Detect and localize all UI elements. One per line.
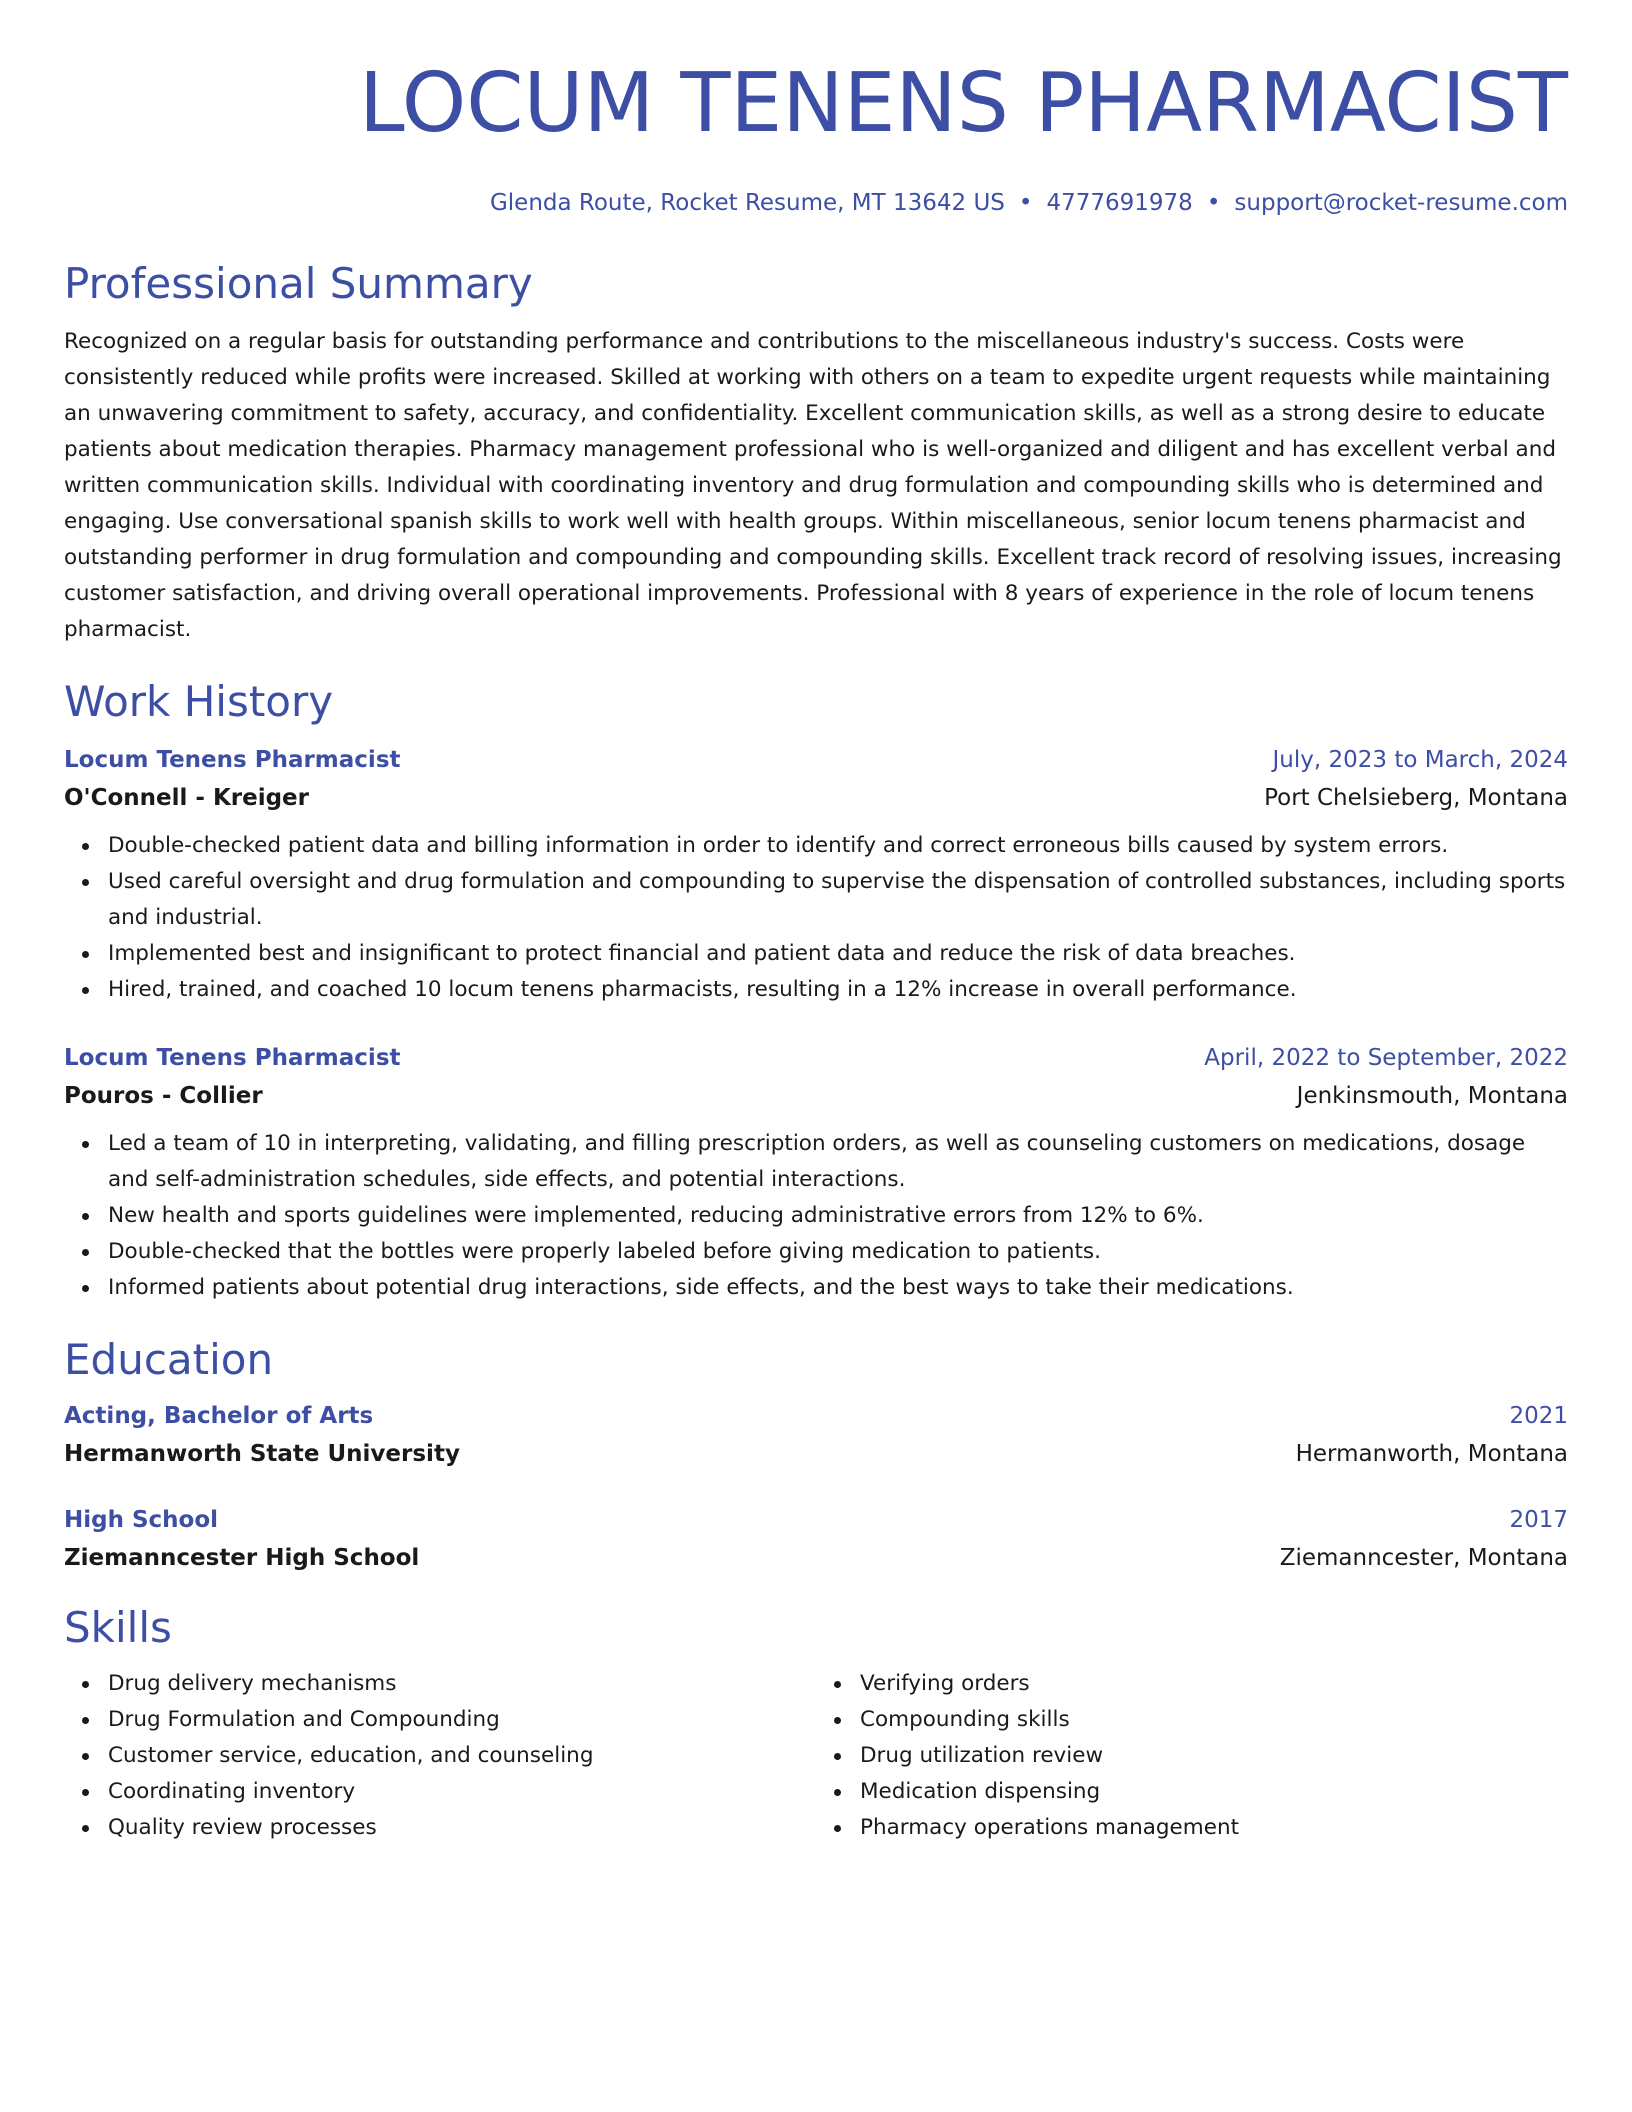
skill-item: Customer service, education, and counseling: [108, 1738, 816, 1774]
skills-column-right: [816, 1666, 1568, 1846]
job-role: Locum Tenens Pharmacist: [64, 747, 401, 773]
resume-header: [64, 56, 1568, 218]
job-location: Port Chelsieberg, Montana: [1264, 785, 1568, 811]
education-entry: [64, 1502, 1568, 1578]
education-school: Hermanworth State University: [64, 1441, 460, 1467]
skill-item: Drug delivery mechanisms: [108, 1666, 816, 1702]
summary-text: Recognized on a regular basis for outstanding performance and contributions to the miscellaneous industry's success. Costs were consistently reduced while profits were increased. Skilled at working with others on a team to expedite urgent requests while maintaining an unwavering commitment to safety, accuracy, and confidentiality. Excellent communication skills, as well as a strong desire to educate patients about medication therapies. Pharmacy management professional who is well-organized and diligent and has excellent verbal and written communication skills. Individual with coordinating inventory and drug formulation and compounding skills who is determined and engaging. Use conversational spanish skills to work well with health groups. Within miscellaneous, senior locum tenens pharmacist and outstanding performer in drug formulation and compounding and compounding skills. Excellent track record of resolving issues, increasing customer satisfaction, and driving overall operational improvements. Professional with 8 years of experience in the role of locum tenens pharmacist.: [64, 329, 1562, 642]
skill-item: Medication dispensing: [860, 1774, 1568, 1810]
skills-list: [64, 1666, 1568, 1846]
contact-separator: •: [1206, 190, 1221, 216]
skill-item: Pharmacy operations management: [860, 1810, 1568, 1846]
education-heading: Education: [64, 1335, 274, 1384]
education-year: 2021: [1509, 1403, 1568, 1429]
job-company: O'Connell - Kreiger: [64, 785, 310, 811]
skills-heading: Skills: [64, 1603, 172, 1652]
job-bullet: Informed patients about potential drug interactions, side effects, and the best ways to take their medications.: [108, 1270, 1568, 1306]
job-dates: April, 2022 to September, 2022: [1204, 1045, 1568, 1071]
job-entry: [64, 742, 1568, 1008]
job-bullet: Double-checked patient data and billing information in order to identify and correct erroneous bills caused by system errors.: [108, 828, 1568, 864]
job-bullet: Double-checked that the bottles were properly labeled before giving medication to patients.: [108, 1234, 1568, 1270]
job-bullet: New health and sports guidelines were implemented, reducing administrative errors from 12% to 6%.: [108, 1198, 1568, 1234]
education-location: Ziemanncester, Montana: [1279, 1545, 1568, 1571]
contact-line: [64, 188, 1568, 218]
job-bullets: [64, 828, 1568, 1008]
education-school: Ziemanncester High School: [64, 1545, 420, 1571]
summary-heading: Professional Summary: [64, 259, 533, 308]
contact-email: support@rocket-resume.com: [1234, 190, 1568, 216]
education-degree: Acting, Bachelor of Arts: [64, 1403, 374, 1429]
education-degree: High School: [64, 1507, 219, 1533]
skill-item: Verifying orders: [860, 1666, 1568, 1702]
job-bullet: Led a team of 10 in interpreting, validating, and filling prescription orders, as well as counseling customers on medications, dosage and self-administration schedules, side effects, and potential interactions.: [108, 1126, 1568, 1198]
work-history-heading: Work History: [64, 677, 334, 726]
job-location: Jenkinsmouth, Montana: [1296, 1083, 1568, 1109]
job-company: Pouros - Collier: [64, 1083, 263, 1109]
skill-item: Drug utilization review: [860, 1738, 1568, 1774]
job-role: Locum Tenens Pharmacist: [64, 1045, 401, 1071]
education-entry: [64, 1398, 1568, 1474]
contact-separator: •: [1018, 190, 1033, 216]
job-entry: [64, 1040, 1568, 1306]
skill-item: Quality review processes: [108, 1810, 816, 1846]
job-bullet: Used careful oversight and drug formulation and compounding to supervise the dispensation of controlled substances, including sports and industrial.: [108, 864, 1568, 936]
education-location: Hermanworth, Montana: [1295, 1441, 1568, 1467]
job-bullet: Implemented best and insignificant to protect financial and patient data and reduce the risk of data breaches.: [108, 936, 1568, 972]
job-bullet: Hired, trained, and coached 10 locum tenens pharmacists, resulting in a 12% increase in overall performance.: [108, 972, 1568, 1008]
skills-column-left: [64, 1666, 816, 1846]
skill-item: Compounding skills: [860, 1702, 1568, 1738]
skill-item: Coordinating inventory: [108, 1774, 816, 1810]
contact-address: Glenda Route, Rocket Resume, MT 13642 US: [489, 190, 1005, 216]
contact-phone: 4777691978: [1046, 190, 1193, 216]
resume-title: LOCUM TENENS PHARMACIST: [358, 56, 1568, 151]
job-dates: July, 2023 to March, 2024: [1272, 747, 1568, 773]
job-bullets: [64, 1126, 1568, 1306]
education-year: 2017: [1509, 1507, 1568, 1533]
skill-item: Drug Formulation and Compounding: [108, 1702, 816, 1738]
